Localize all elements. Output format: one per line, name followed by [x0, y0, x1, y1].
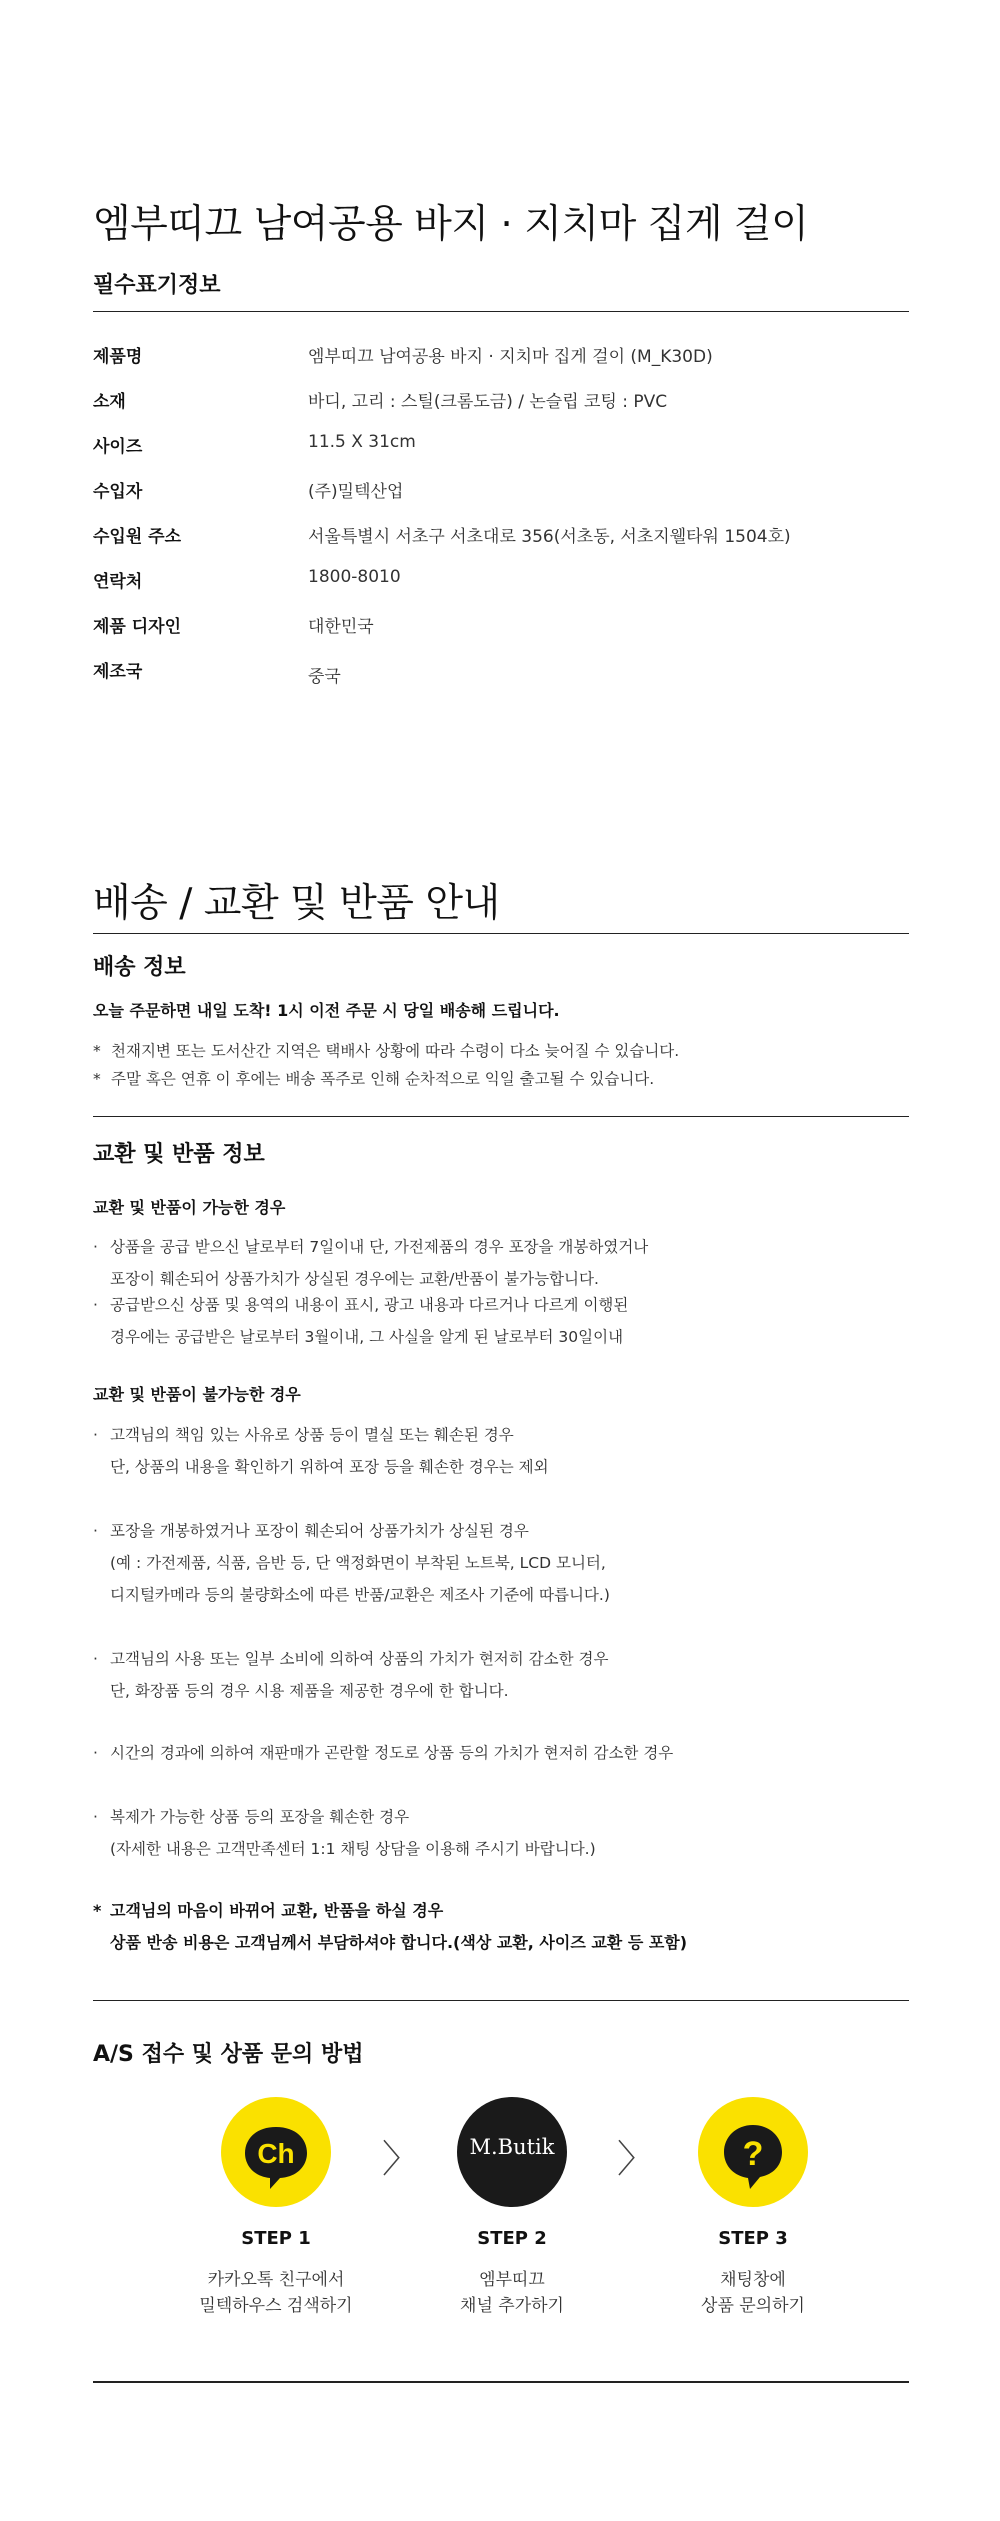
info-row	[93, 522, 909, 567]
info-row	[93, 567, 909, 612]
info-value: 엠부띠끄 남여공용 바지 · 지치마 집게 걸이 (M_K30D)	[308, 347, 713, 367]
shipping-highlight: 오늘 주문하면 내일 도착! 1시 이전 주문 시 당일 배송해 드립니다.	[93, 1001, 560, 1020]
exchange-heading: 교환 및 반품 정보	[93, 1142, 265, 1167]
info-value: 대한민국	[308, 617, 374, 637]
impossible-heading: 교환 및 반품이 불가능한 경우	[93, 1385, 301, 1404]
shipping-heading: 배송 정보	[93, 955, 186, 980]
chevron-right-icon: 〉	[617, 2137, 656, 2181]
shipping-section-title: 배송 / 교환 및 반품 안내	[93, 881, 500, 926]
info-value: 중국	[308, 667, 341, 687]
exchange-footnote: * 고객님의 마음이 바뀌어 교환, 반품을 하실 경우 상품 반송 비용은 고객님께서 부담하셔야 합니다.(색상 교환, 사이즈 교환 등 포함)	[93, 1901, 688, 1952]
step-description: 카카오톡 친구에서 밀텍하우스 검색하기	[199, 2270, 353, 2316]
step-label: STEP 2	[477, 2228, 547, 2249]
info-row	[93, 387, 909, 432]
info-row	[93, 657, 909, 702]
info-key: 수입자	[93, 482, 143, 502]
kakao-channel-icon	[221, 2097, 331, 2207]
info-row	[93, 342, 909, 387]
kakao-channel-icon	[221, 2097, 331, 2207]
possible-heading: 교환 및 반품이 가능한 경우	[93, 1198, 286, 1217]
shipping-note: * 천재지변 또는 도서산간 지역은 택배사 상황에 따라 수령이 다소 늦어질 수 있습니다.	[93, 1042, 680, 1060]
divider	[93, 933, 909, 934]
step3-icon-text: ?	[742, 2135, 764, 2173]
question-icon	[698, 2097, 808, 2207]
question-bubble-icon	[698, 2097, 808, 2207]
step-label: STEP 1	[241, 2228, 311, 2249]
info-row	[93, 612, 909, 657]
as-heading: A/S 접수 및 상품 문의 방법	[93, 2042, 364, 2067]
step1-icon-text: Ch	[257, 2138, 295, 2169]
mbutik-logo	[457, 2097, 567, 2207]
step-description: 채팅창에 상품 문의하기	[701, 2270, 805, 2316]
info-value: 11.5 X 31cm	[308, 432, 416, 452]
info-key: 제조국	[93, 662, 143, 682]
bottom-divider	[93, 2381, 909, 2383]
divider	[93, 1116, 909, 1117]
required-info-heading: 필수표기정보	[93, 273, 221, 298]
note-text: 천재지변 또는 도서산간 지역은 택배사 상황에 따라 수령이 다소 늦어질 수 있습니다.	[111, 1042, 680, 1060]
info-key: 제품 디자인	[93, 617, 182, 637]
info-value: (주)밀텍산업	[308, 482, 404, 502]
step2-icon-text: M.Butik	[469, 2135, 555, 2159]
info-row	[93, 432, 909, 477]
info-value: 바디, 고리 : 스틸(크롬도금) / 논슬립 코팅 : PVC	[308, 392, 668, 412]
step-label: STEP 3	[718, 2228, 788, 2249]
info-key: 제품명	[93, 347, 143, 367]
divider	[93, 2000, 909, 2001]
shipping-note: * 주말 혹은 연휴 이 후에는 배송 폭주로 인해 순차적으로 익일 출고될 수 있습니다.	[93, 1070, 655, 1088]
divider	[93, 311, 909, 312]
info-key: 소재	[93, 392, 126, 412]
chevron-right-icon: 〉	[382, 2137, 421, 2181]
info-value: 서울특별시 서초구 서초대로 356(서초동, 서초지웰타워 1504호)	[308, 527, 791, 547]
product-title: 엠부띠끄 남여공용 바지 · 지치마 집게 걸이	[93, 202, 809, 247]
info-row	[93, 477, 909, 522]
info-key: 사이즈	[93, 437, 143, 457]
step-description: 엠부띠끄 채널 추가하기	[460, 2270, 564, 2316]
info-key: 연락처	[93, 572, 143, 592]
info-key: 수입원 주소	[93, 527, 182, 547]
info-value: 1800-8010	[308, 567, 401, 587]
note-text: 주말 혹은 연휴 이 후에는 배송 폭주로 인해 순차적으로 익일 출고될 수 있습니다.	[111, 1070, 655, 1088]
